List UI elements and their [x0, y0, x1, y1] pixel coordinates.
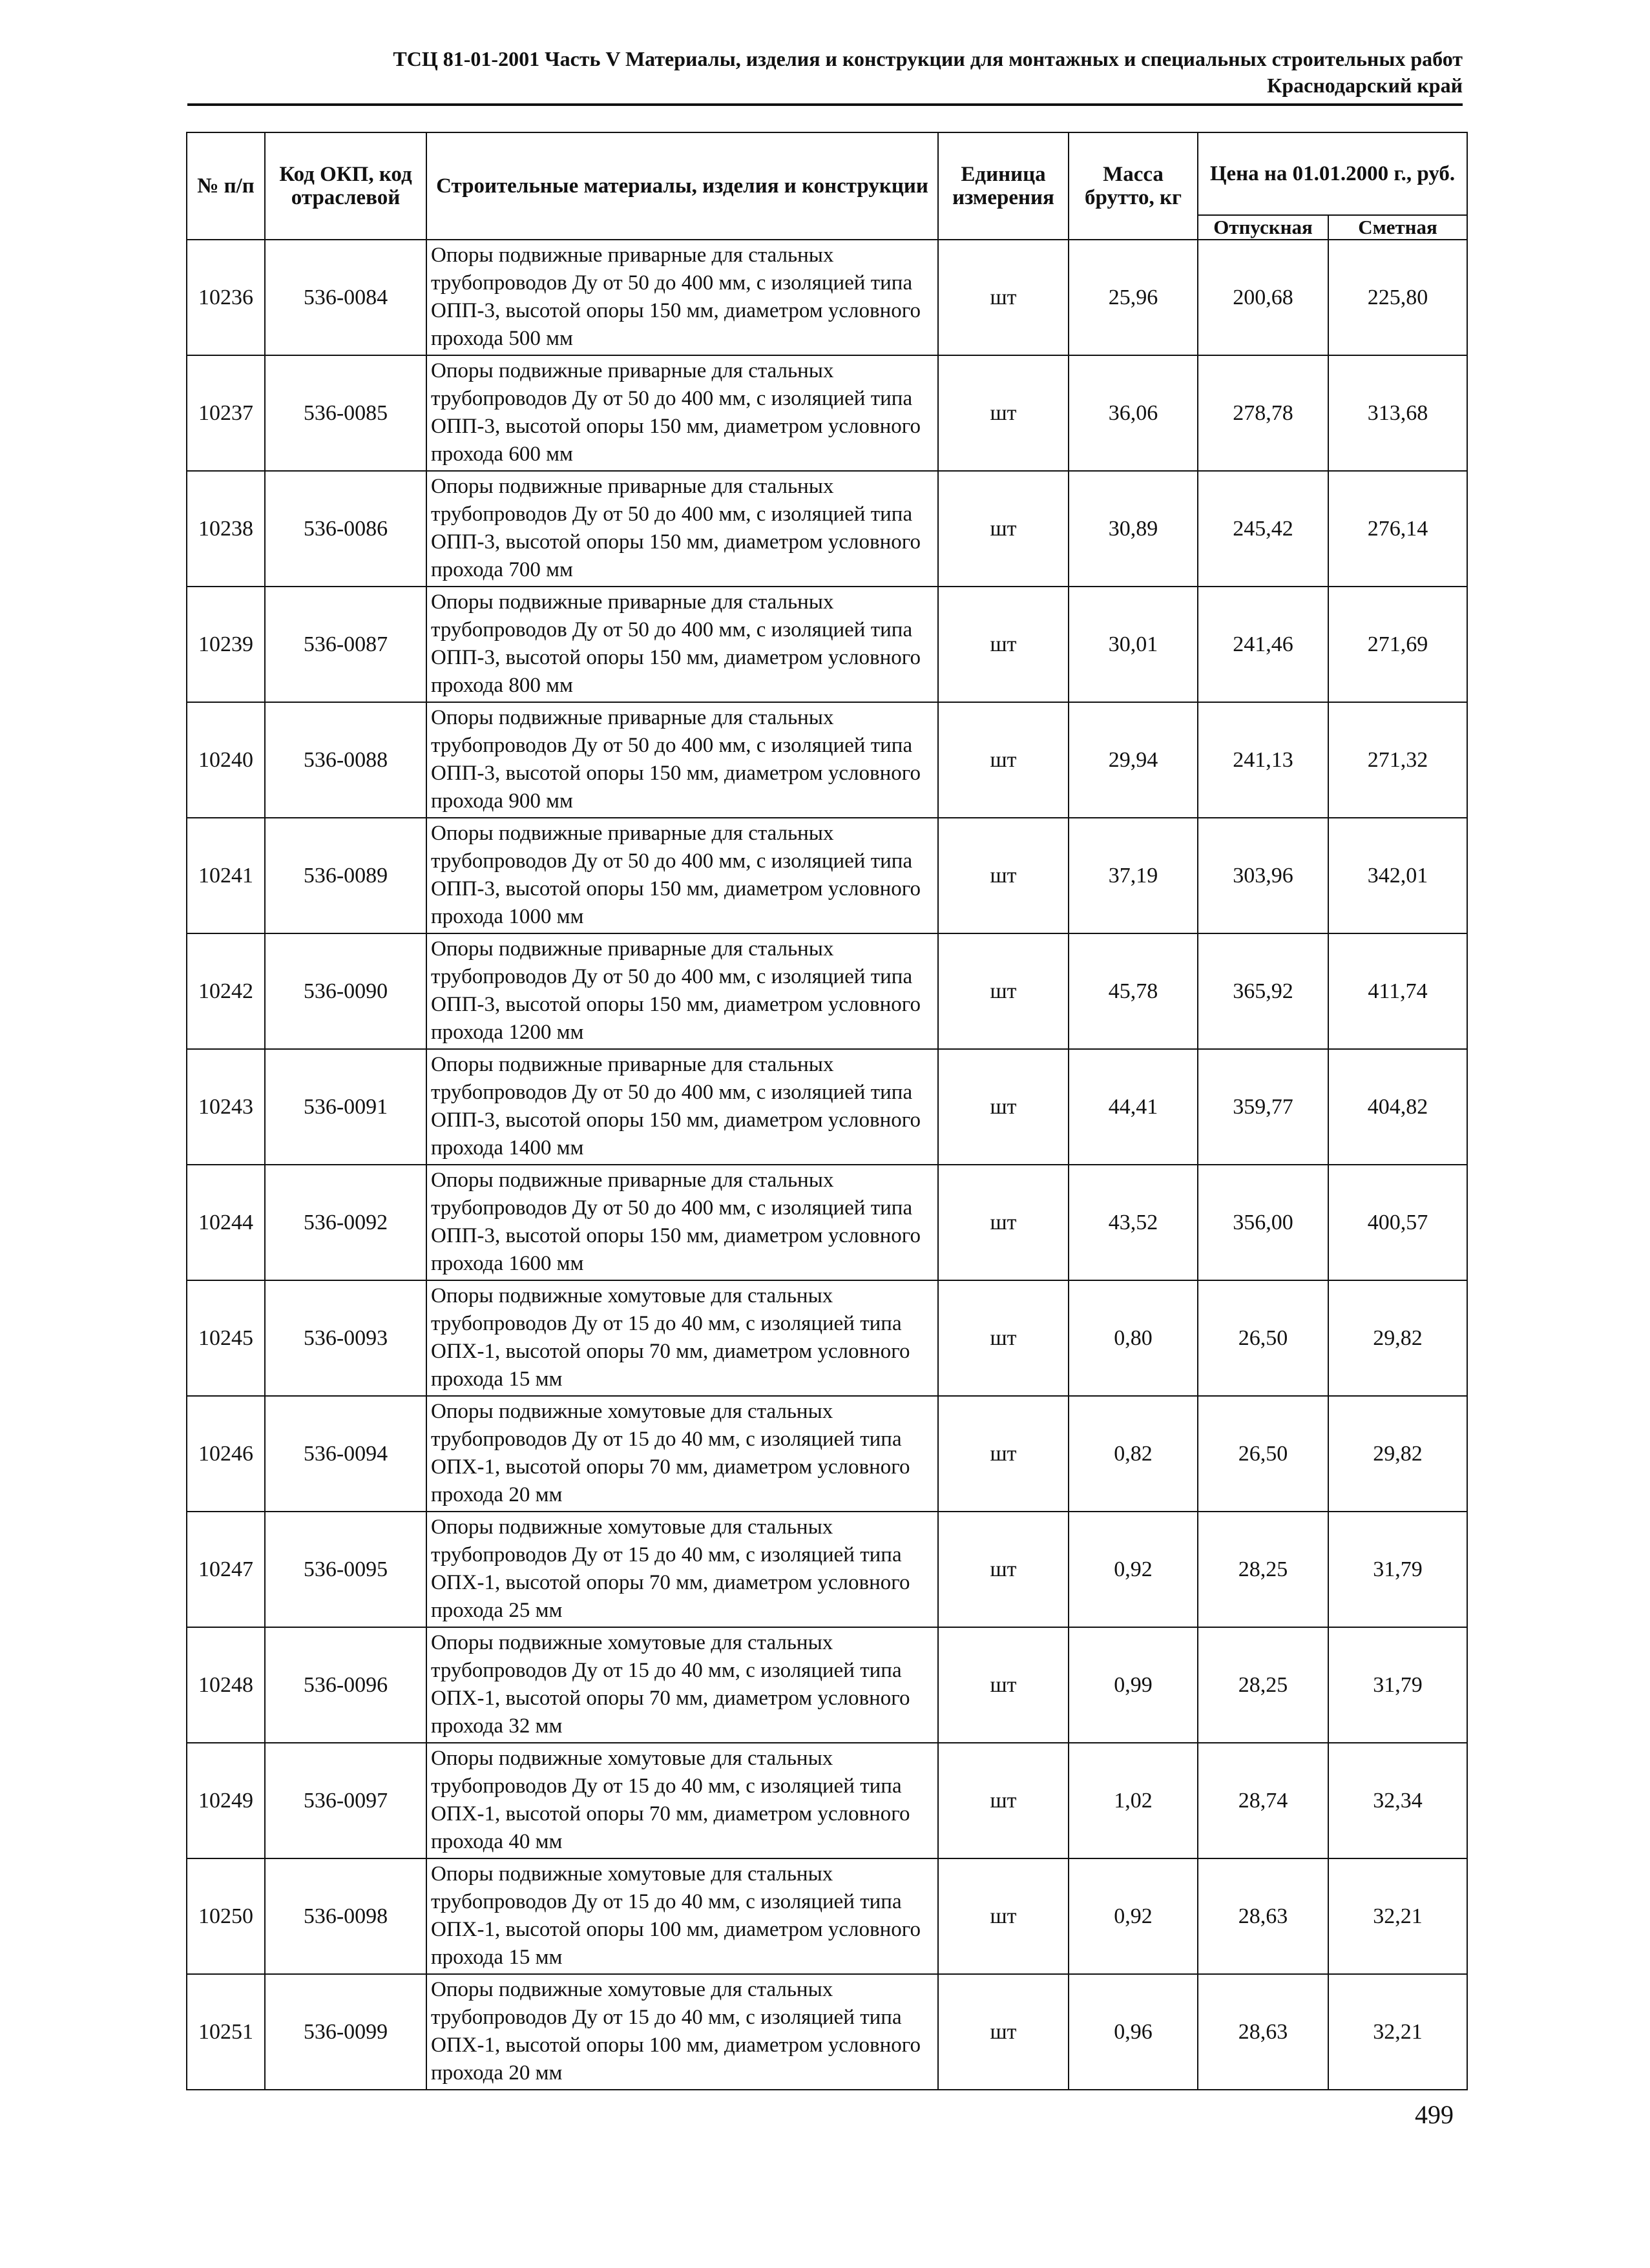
- estimate-price: 31,79: [1328, 1512, 1467, 1627]
- unit-of-measure: шт: [938, 1280, 1069, 1396]
- gross-mass: 45,78: [1069, 933, 1198, 1049]
- unit-of-measure: шт: [938, 240, 1069, 355]
- row-number: 10249: [187, 1743, 265, 1858]
- estimate-price: 29,82: [1328, 1396, 1467, 1512]
- page-header: [284, 45, 1463, 98]
- table-body: [187, 240, 1467, 2090]
- okp-code: 536-0084: [265, 240, 426, 355]
- okp-code: 536-0090: [265, 933, 426, 1049]
- row-number: 10251: [187, 1974, 265, 2090]
- material-description: Опоры подвижные хомутовые для стальных трубопроводов Ду от 15 до 40 мм, с изоляцией типа ОПХ-1, высотой опоры 70 мм, диаметром условного прохода 32 мм: [426, 1627, 938, 1743]
- material-description: Опоры подвижные приварные для стальных трубопроводов Ду от 50 до 400 мм, с изоляцией типа ОПП-3, высотой опоры 150 мм, диаметром условного прохода 800 мм: [426, 587, 938, 702]
- table-row: [187, 587, 1467, 702]
- okp-code: 536-0098: [265, 1858, 426, 1974]
- unit-of-measure: шт: [938, 1974, 1069, 2090]
- material-description: Опоры подвижные хомутовые для стальных трубопроводов Ду от 15 до 40 мм, с изоляцией типа ОПХ-1, высотой опоры 70 мм, диаметром условного прохода 15 мм: [426, 1280, 938, 1396]
- unit-of-measure: шт: [938, 1396, 1069, 1512]
- table-row: [187, 818, 1467, 933]
- material-description: Опоры подвижные приварные для стальных трубопроводов Ду от 50 до 400 мм, с изоляцией типа ОПП-3, высотой опоры 150 мм, диаметром условного прохода 900 мм: [426, 702, 938, 818]
- row-number: 10238: [187, 471, 265, 587]
- row-number: 10244: [187, 1165, 265, 1280]
- release-price: 245,42: [1198, 471, 1328, 587]
- release-price: 303,96: [1198, 818, 1328, 933]
- header-price-estimate: Сметная: [1328, 215, 1467, 240]
- gross-mass: 29,94: [1069, 702, 1198, 818]
- row-number: 10241: [187, 818, 265, 933]
- unit-of-measure: шт: [938, 818, 1069, 933]
- gross-mass: 1,02: [1069, 1743, 1198, 1858]
- row-number: 10246: [187, 1396, 265, 1512]
- release-price: 365,92: [1198, 933, 1328, 1049]
- estimate-price: 29,82: [1328, 1280, 1467, 1396]
- header-num: № п/п: [187, 132, 265, 240]
- price-table: [186, 132, 1468, 2090]
- material-description: Опоры подвижные хомутовые для стальных трубопроводов Ду от 15 до 40 мм, с изоляцией типа ОПХ-1, высотой опоры 70 мм, диаметром условного прохода 25 мм: [426, 1512, 938, 1627]
- gross-mass: 44,41: [1069, 1049, 1198, 1165]
- unit-of-measure: шт: [938, 355, 1069, 471]
- release-price: 200,68: [1198, 240, 1328, 355]
- estimate-price: 342,01: [1328, 818, 1467, 933]
- okp-code: 536-0096: [265, 1627, 426, 1743]
- estimate-price: 31,79: [1328, 1627, 1467, 1743]
- table-row: [187, 240, 1467, 355]
- gross-mass: 43,52: [1069, 1165, 1198, 1280]
- row-number: 10242: [187, 933, 265, 1049]
- table-row: [187, 471, 1467, 587]
- release-price: 241,13: [1198, 702, 1328, 818]
- estimate-price: 411,74: [1328, 933, 1467, 1049]
- release-price: 359,77: [1198, 1049, 1328, 1165]
- release-price: 278,78: [1198, 355, 1328, 471]
- row-number: 10243: [187, 1049, 265, 1165]
- okp-code: 536-0085: [265, 355, 426, 471]
- row-number: 10239: [187, 587, 265, 702]
- okp-code: 536-0089: [265, 818, 426, 933]
- gross-mass: 0,99: [1069, 1627, 1198, 1743]
- unit-of-measure: шт: [938, 1627, 1069, 1743]
- estimate-price: 32,21: [1328, 1858, 1467, 1974]
- gross-mass: 30,01: [1069, 587, 1198, 702]
- material-description: Опоры подвижные приварные для стальных трубопроводов Ду от 50 до 400 мм, с изоляцией типа ОПП-3, высотой опоры 150 мм, диаметром условного прохода 1400 мм: [426, 1049, 938, 1165]
- release-price: 28,25: [1198, 1512, 1328, 1627]
- okp-code: 536-0087: [265, 587, 426, 702]
- table-row: [187, 1512, 1467, 1627]
- row-number: 10245: [187, 1280, 265, 1396]
- material-description: Опоры подвижные хомутовые для стальных трубопроводов Ду от 15 до 40 мм, с изоляцией типа ОПХ-1, высотой опоры 70 мм, диаметром условного прохода 40 мм: [426, 1743, 938, 1858]
- material-description: Опоры подвижные приварные для стальных трубопроводов Ду от 50 до 400 мм, с изоляцией типа ОПП-3, высотой опоры 150 мм, диаметром условного прохода 600 мм: [426, 355, 938, 471]
- estimate-price: 32,21: [1328, 1974, 1467, 2090]
- material-description: Опоры подвижные хомутовые для стальных трубопроводов Ду от 15 до 40 мм, с изоляцией типа ОПХ-1, высотой опоры 100 мм, диаметром условного прохода 15 мм: [426, 1858, 938, 1974]
- table-row: [187, 1858, 1467, 1974]
- okp-code: 536-0086: [265, 471, 426, 587]
- material-description: Опоры подвижные приварные для стальных трубопроводов Ду от 50 до 400 мм, с изоляцией типа ОПП-3, высотой опоры 150 мм, диаметром условного прохода 1000 мм: [426, 818, 938, 933]
- unit-of-measure: шт: [938, 1512, 1069, 1627]
- estimate-price: 32,34: [1328, 1743, 1467, 1858]
- estimate-price: 400,57: [1328, 1165, 1467, 1280]
- material-description: Опоры подвижные приварные для стальных трубопроводов Ду от 50 до 400 мм, с изоляцией типа ОПП-3, высотой опоры 150 мм, диаметром условного прохода 1600 мм: [426, 1165, 938, 1280]
- table-row: [187, 1627, 1467, 1743]
- header-divider: [187, 103, 1463, 106]
- gross-mass: 0,96: [1069, 1974, 1198, 2090]
- material-description: Опоры подвижные хомутовые для стальных трубопроводов Ду от 15 до 40 мм, с изоляцией типа ОПХ-1, высотой опоры 70 мм, диаметром условного прохода 20 мм: [426, 1396, 938, 1512]
- gross-mass: 25,96: [1069, 240, 1198, 355]
- table-row: [187, 1049, 1467, 1165]
- table-row: [187, 933, 1467, 1049]
- material-description: Опоры подвижные приварные для стальных трубопроводов Ду от 50 до 400 мм, с изоляцией типа ОПП-3, высотой опоры 150 мм, диаметром условного прохода 1200 мм: [426, 933, 938, 1049]
- okp-code: 536-0097: [265, 1743, 426, 1858]
- okp-code: 536-0094: [265, 1396, 426, 1512]
- estimate-price: 271,69: [1328, 587, 1467, 702]
- estimate-price: 225,80: [1328, 240, 1467, 355]
- release-price: 241,46: [1198, 587, 1328, 702]
- gross-mass: 0,92: [1069, 1512, 1198, 1627]
- material-description: Опоры подвижные приварные для стальных трубопроводов Ду от 50 до 400 мм, с изоляцией типа ОПП-3, высотой опоры 150 мм, диаметром условного прохода 500 мм: [426, 240, 938, 355]
- gross-mass: 37,19: [1069, 818, 1198, 933]
- header-price: Цена на 01.01.2000 г., руб.: [1198, 132, 1467, 215]
- estimate-price: 313,68: [1328, 355, 1467, 471]
- okp-code: 536-0093: [265, 1280, 426, 1396]
- table-row: [187, 1743, 1467, 1858]
- header-unit: Единица измерения: [938, 132, 1069, 240]
- header-material: Строительные материалы, изделия и конструкции: [426, 132, 938, 240]
- release-price: 356,00: [1198, 1165, 1328, 1280]
- table-row: [187, 702, 1467, 818]
- okp-code: 536-0099: [265, 1974, 426, 2090]
- unit-of-measure: шт: [938, 1049, 1069, 1165]
- gross-mass: 0,80: [1069, 1280, 1198, 1396]
- material-description: Опоры подвижные приварные для стальных трубопроводов Ду от 50 до 400 мм, с изоляцией типа ОПП-3, высотой опоры 150 мм, диаметром условного прохода 700 мм: [426, 471, 938, 587]
- unit-of-measure: шт: [938, 702, 1069, 818]
- table-row: [187, 1165, 1467, 1280]
- table-row: [187, 1280, 1467, 1396]
- release-price: 28,63: [1198, 1974, 1328, 2090]
- header-mass: Масса брутто, кг: [1069, 132, 1198, 240]
- page-number: 499: [1415, 2100, 1454, 2129]
- okp-code: 536-0095: [265, 1512, 426, 1627]
- row-number: 10247: [187, 1512, 265, 1627]
- row-number: 10248: [187, 1627, 265, 1743]
- gross-mass: 0,92: [1069, 1858, 1198, 1974]
- unit-of-measure: шт: [938, 1743, 1069, 1858]
- release-price: 28,63: [1198, 1858, 1328, 1974]
- unit-of-measure: шт: [938, 1165, 1069, 1280]
- estimate-price: 271,32: [1328, 702, 1467, 818]
- header-price-release: Отпускная: [1198, 215, 1328, 240]
- row-number: 10250: [187, 1858, 265, 1974]
- unit-of-measure: шт: [938, 587, 1069, 702]
- gross-mass: 36,06: [1069, 355, 1198, 471]
- okp-code: 536-0092: [265, 1165, 426, 1280]
- row-number: 10236: [187, 240, 265, 355]
- unit-of-measure: шт: [938, 1858, 1069, 1974]
- unit-of-measure: шт: [938, 471, 1069, 587]
- gross-mass: 0,82: [1069, 1396, 1198, 1512]
- material-description: Опоры подвижные хомутовые для стальных трубопроводов Ду от 15 до 40 мм, с изоляцией типа ОПХ-1, высотой опоры 100 мм, диаметром условного прохода 20 мм: [426, 1974, 938, 2090]
- okp-code: 536-0088: [265, 702, 426, 818]
- release-price: 26,50: [1198, 1396, 1328, 1512]
- table-row: [187, 1396, 1467, 1512]
- table-row: [187, 1974, 1467, 2090]
- estimate-price: 276,14: [1328, 471, 1467, 587]
- release-price: 28,74: [1198, 1743, 1328, 1858]
- document-title: ТСЦ 81-01-2001 Часть V Материалы, изделия и конструкции для монтажных и специальных строительных работ: [393, 47, 1463, 70]
- row-number: 10240: [187, 702, 265, 818]
- header-okp-code: Код ОКП, код отраслевой: [265, 132, 426, 240]
- release-price: 28,25: [1198, 1627, 1328, 1743]
- unit-of-measure: шт: [938, 933, 1069, 1049]
- table-row: [187, 355, 1467, 471]
- region-label: Краснодарский край: [1267, 74, 1463, 97]
- estimate-price: 404,82: [1328, 1049, 1467, 1165]
- release-price: 26,50: [1198, 1280, 1328, 1396]
- gross-mass: 30,89: [1069, 471, 1198, 587]
- row-number: 10237: [187, 355, 265, 471]
- okp-code: 536-0091: [265, 1049, 426, 1165]
